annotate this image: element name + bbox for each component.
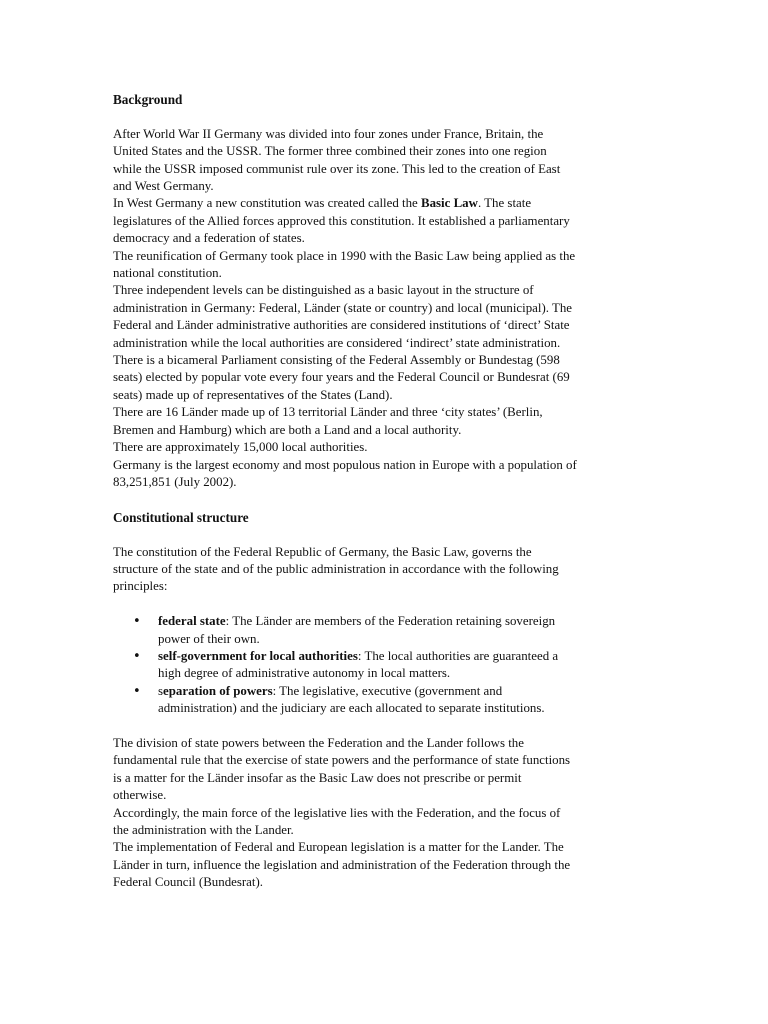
- bullet-term: eparation of powers: [163, 683, 273, 698]
- text-line: United States and the USSR. The former three combined their zones into one region: [113, 144, 547, 159]
- bullet-term: self-government for local authorities: [158, 648, 358, 663]
- text-line: and West Germany.: [113, 179, 214, 194]
- list-item-self-government: [113, 648, 658, 683]
- text-line: administration) and the judiciary are each allocated to separate institutions.: [158, 701, 545, 716]
- text-line: 83,251,851 (July 2002).: [113, 474, 237, 489]
- document-page: [113, 91, 658, 892]
- spacer: [113, 108, 658, 125]
- list-item-federal-state: [113, 613, 658, 648]
- text-run: In West Germany a new constitution was created called the: [113, 196, 421, 211]
- text-run: : The legislative, executive (government and: [272, 683, 503, 698]
- background-paragraph: [113, 126, 658, 492]
- text-line: while the USSR imposed communist rule over its zone. This led to the creation of East: [113, 161, 561, 176]
- text-line: [158, 613, 658, 630]
- text-line: There are 16 Länder made up of 13 territorial Länder and three ‘city states’ (Berlin,: [113, 405, 543, 420]
- text-run: s: [158, 683, 164, 698]
- bullet-term: federal state: [158, 614, 226, 629]
- text-line: otherwise.: [113, 788, 167, 803]
- text-line: legislatures of the Allied forces approved this constitution. It established a parliamentary: [113, 213, 570, 228]
- spacer: [113, 491, 658, 508]
- text-line: democracy and a federation of states.: [113, 231, 305, 246]
- text-line: [158, 683, 658, 700]
- text-line: Länder in turn, influence the legislation and administration of the Federation through the: [113, 857, 571, 872]
- text-line: Bremen and Hamburg) which are both a Land and a local authority.: [113, 422, 462, 437]
- text-line: the administration with the Lander.: [113, 822, 294, 837]
- text-line: administration in Germany: Federal, Länder (state or country) and local (municipal). The: [113, 300, 573, 315]
- text-run: . The state: [477, 196, 532, 211]
- text-line: Three independent levels can be distinguished as a basic layout in the structure of: [113, 283, 534, 298]
- text-line: The division of state powers between the Federation and the Lander follows the: [113, 735, 524, 750]
- list-item-separation-of-powers: [113, 683, 658, 718]
- text-line: [158, 648, 658, 665]
- text-line: national constitution.: [113, 266, 222, 281]
- constitutional-intro: [113, 544, 658, 596]
- text-line: administration while the local authorities are considered ‘indirect’ state administration.: [113, 335, 561, 350]
- text-run: : The Länder are members of the Federation retaining sovereign: [225, 614, 556, 629]
- text-line: Accordingly, the main force of the legislative lies with the Federation, and the focus of: [113, 805, 561, 820]
- basic-law-term: Basic Law: [421, 196, 478, 211]
- text-run: : The local authorities are guaranteed a: [357, 648, 559, 663]
- text-line: The constitution of the Federal Republic of Germany, the Basic Law, governs the: [113, 544, 532, 559]
- text-line: The reunification of Germany took place in 1990 with the Basic Law being applied as the: [113, 248, 576, 263]
- text-line: The implementation of Federal and European legislation is a matter for the Lander. The: [113, 840, 564, 855]
- text-line: principles:: [113, 579, 168, 594]
- text-line: seats) elected by popular vote every four years and the Federal Council or Bundesrat (69: [113, 370, 570, 385]
- text-line: is a matter for the Länder insofar as the Basic Law does not prescribe or permit: [113, 770, 522, 785]
- text-line: Germany is the largest economy and most populous nation in Europe with a population of: [113, 457, 577, 472]
- spacer: [113, 526, 658, 543]
- text-line: structure of the state and of the public administration in accordance with the following: [113, 561, 559, 576]
- text-line: power of their own.: [158, 631, 260, 646]
- text-line: There are approximately 15,000 local authorities.: [113, 440, 368, 455]
- text-line: seats) made up of representatives of the States (Land).: [113, 387, 393, 402]
- text-line: There is a bicameral Parliament consisting of the Federal Assembly or Bundestag (598: [113, 353, 560, 368]
- text-line: After World War II Germany was divided into four zones under France, Britain, the: [113, 126, 544, 141]
- spacer: [113, 596, 658, 613]
- section-heading-constitutional: Constitutional structure: [113, 509, 249, 525]
- text-line: Federal and Länder administrative authorities are considered institutions of ‘direct’ State: [113, 318, 570, 333]
- text-line: high degree of administrative autonomy in local matters.: [158, 666, 451, 681]
- constitutional-closing: [113, 735, 658, 892]
- principles-list: [113, 613, 658, 717]
- section-heading-background: Background: [113, 92, 183, 107]
- text-line-basic-law: [113, 195, 658, 212]
- text-line: fundamental rule that the exercise of state powers and the performance of state functions: [113, 753, 571, 768]
- text-line: Federal Council (Bundesrat).: [113, 875, 263, 890]
- spacer: [113, 718, 658, 735]
